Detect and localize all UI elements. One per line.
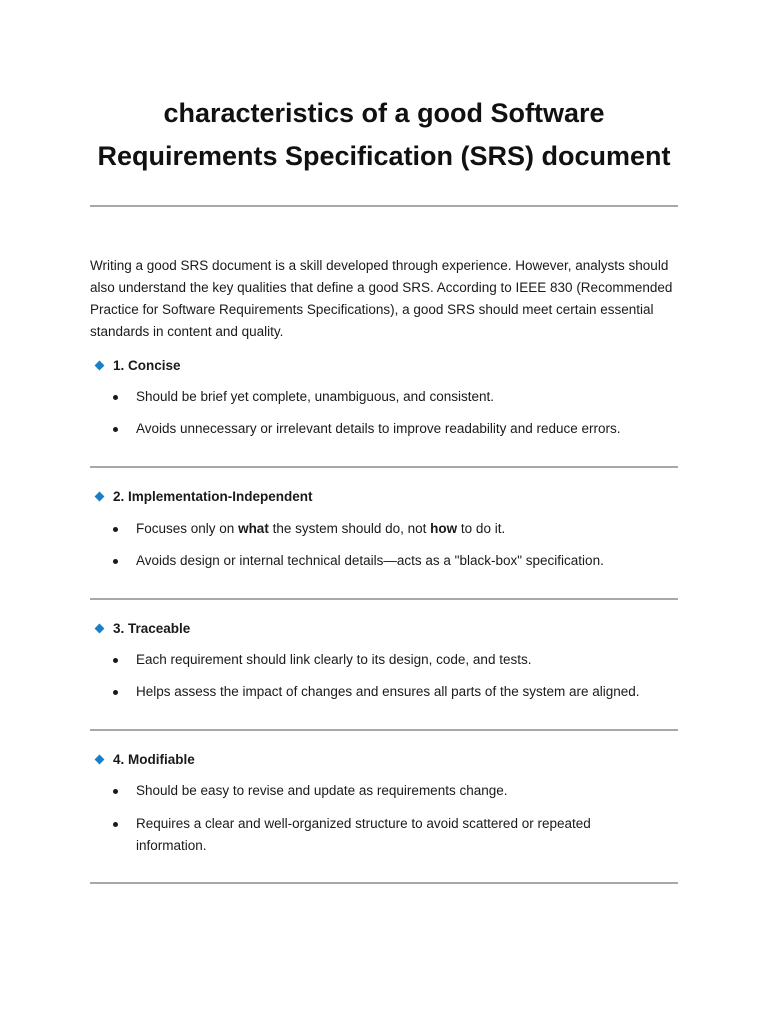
- list-item: [113, 550, 653, 572]
- diamond-bullet-icon: [95, 361, 105, 371]
- list-item: [113, 418, 653, 440]
- bullet-dot-icon: [113, 559, 118, 564]
- section-heading-text: 4. Modifiable: [113, 752, 195, 767]
- list-item: [113, 518, 653, 540]
- section-divider: [90, 466, 678, 468]
- diamond-bullet-icon: [95, 624, 105, 634]
- bullet-dot-icon: [113, 822, 118, 827]
- diamond-bullet-icon: [95, 492, 105, 502]
- bullet-dot-icon: [113, 395, 118, 400]
- bullet-dot-icon: [113, 690, 118, 695]
- title-divider: [90, 205, 678, 207]
- list-item-text: Avoids design or internal technical details—acts as a "black-box" specification.: [136, 553, 604, 568]
- text-run: to do it.: [457, 521, 506, 536]
- page-title: [90, 92, 678, 178]
- section-heading-text: 1. Concise: [113, 358, 181, 373]
- text-run: the system should do, not: [268, 521, 431, 536]
- title-line-2: Requirements Specification (SRS) document: [97, 141, 671, 171]
- bullet-dot-icon: [113, 527, 118, 532]
- list-item: [113, 386, 653, 408]
- list-item-text: Should be brief yet complete, unambiguous, and consistent.: [136, 389, 494, 404]
- list-item-text: Avoids unnecessary or irrelevant details to improve readability and reduce errors.: [136, 421, 621, 436]
- list-item-text: Helps assess the impact of changes and ensures all parts of the system are aligned.: [136, 684, 640, 699]
- bullet-dot-icon: [113, 658, 118, 663]
- list-item: [113, 813, 633, 857]
- diamond-bullet-icon: [95, 755, 105, 765]
- bold-word-what: what: [238, 521, 269, 536]
- list-item: [113, 780, 653, 802]
- section-heading-traceable: [96, 620, 190, 638]
- section-heading-modifiable: [96, 751, 195, 769]
- section-divider: [90, 598, 678, 600]
- list-item-text: Each requirement should link clearly to its design, code, and tests.: [136, 652, 532, 667]
- text-run: Focuses only on: [136, 521, 239, 536]
- list-item-text: Requires a clear and well-organized structure to avoid scattered or repeated information.: [136, 816, 591, 853]
- bullet-dot-icon: [113, 789, 118, 794]
- bullet-dot-icon: [113, 427, 118, 432]
- section-divider: [90, 882, 678, 884]
- section-heading-concise: [96, 357, 181, 375]
- bold-word-how: how: [430, 521, 458, 536]
- section-heading-text: 3. Traceable: [113, 621, 191, 636]
- section-heading-implementation-independent: [96, 488, 313, 506]
- list-item: [113, 649, 653, 671]
- list-item: [113, 681, 653, 703]
- list-item-text: Should be easy to revise and update as requirements change.: [136, 783, 508, 798]
- title-line-1: characteristics of a good Software: [163, 98, 605, 128]
- list-item-text: [136, 518, 653, 540]
- section-heading-text: 2. Implementation-Independent: [113, 489, 313, 504]
- intro-paragraph: Writing a good SRS document is a skill developed through experience. However, analysts should also understand the key qualities that define a good SRS. According to IEEE 830 (Recommended Practice for Software Requirements Specifications), a good SRS should meet certain essential standards in content and quality.: [90, 258, 673, 339]
- section-divider: [90, 729, 678, 731]
